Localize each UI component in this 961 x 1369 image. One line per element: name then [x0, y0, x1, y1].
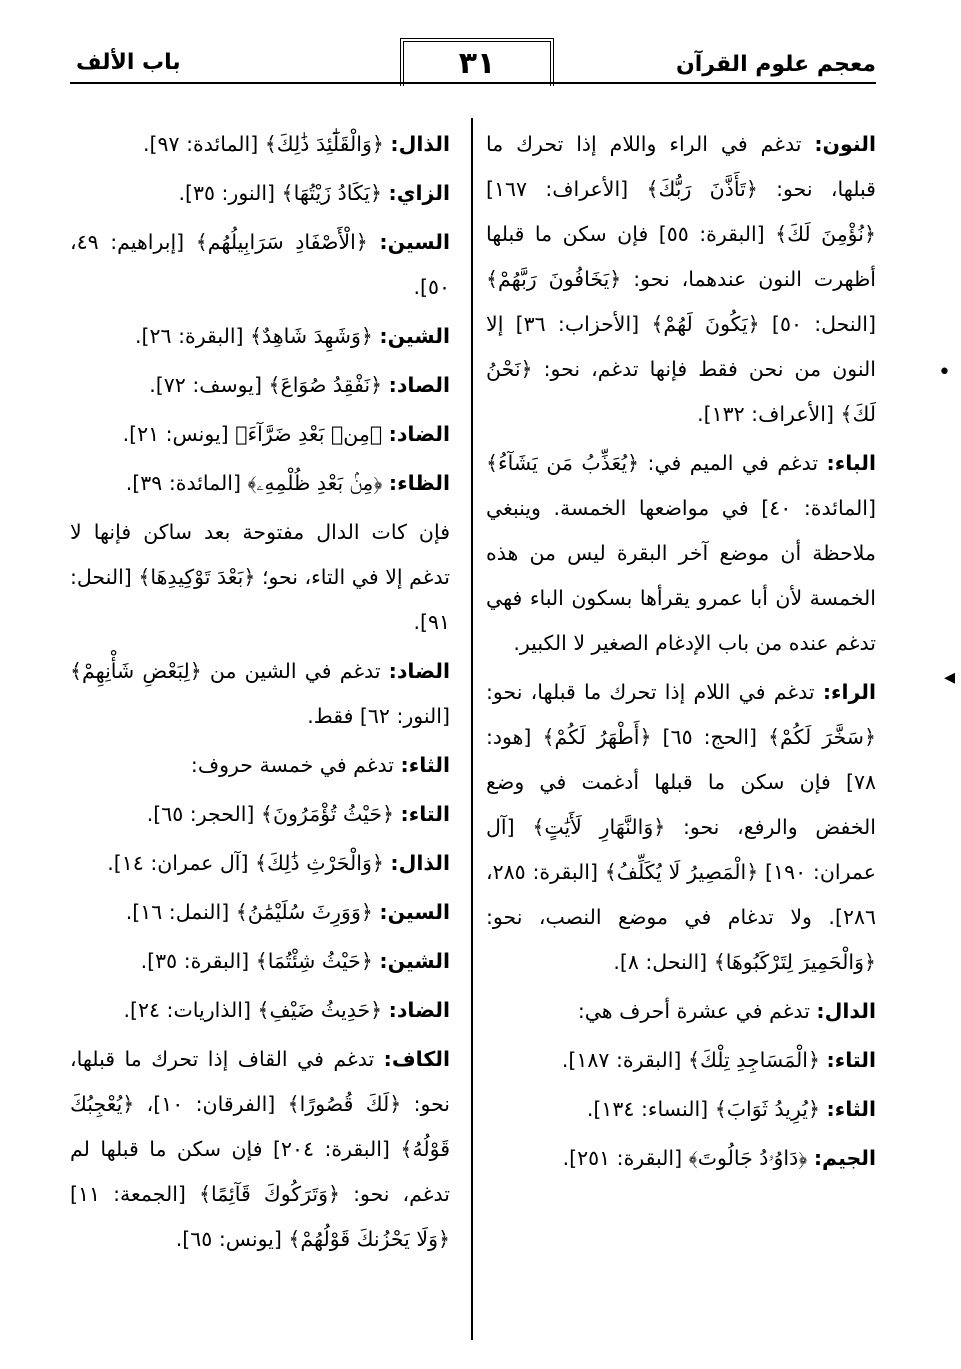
- entry-dal-ta: [486, 1038, 876, 1083]
- entry-shin: [70, 314, 450, 359]
- column-divider: [471, 118, 473, 1340]
- entry-text: ﴿نَفْقِدُ صُوَاعَ﴾ [يوسف: ٧٢].: [149, 373, 389, 397]
- entry-text: ﴿مِنۢ بَعْدِ ظُلْمِهِۦ﴾ [المائدة: ٣٩].: [125, 471, 389, 495]
- entry-label: النون:: [814, 132, 876, 156]
- entry-sad: [70, 363, 450, 408]
- entry-zay: [70, 171, 450, 216]
- entry-label: الباء:: [826, 451, 876, 475]
- entry-label: الصاد:: [388, 373, 450, 397]
- entry-text: ﴿يَكَادُ زَيْتُهَا﴾ [النور: ٣٥].: [178, 181, 389, 205]
- header-rule: [70, 82, 876, 84]
- entry-dad: [70, 412, 450, 457]
- entry-text: ﴿وَشَهِدَ شَاهِدٌ﴾ [البقرة: ٢٦].: [135, 324, 380, 348]
- entry-text: ﴿حَيْثُ شِئْتُمَا﴾ [البقرة: ٣٥].: [140, 949, 380, 973]
- entry-tha-sin: [70, 890, 450, 935]
- entry-dal-note: [70, 510, 450, 645]
- right-column: [486, 122, 876, 1185]
- chapter-title: باب الألف: [76, 50, 181, 75]
- entry-tha-dad: [70, 988, 450, 1033]
- entry-text: تدغم في الشين من ﴿لِبَعْضِ شَأْنِهِمْ﴾ [النور: ٦٢] فقط.: [70, 659, 450, 728]
- entry-text: تدغم في عشرة أحرف هي:: [577, 999, 817, 1023]
- entry-nun: [486, 122, 876, 437]
- entry-label: الراء:: [822, 680, 876, 704]
- entry-text: ﴿مِنۢ بَعْدِ ضَرَّآءَ﴾ [يونس: ٢١].: [122, 422, 389, 446]
- entry-ra: [486, 670, 876, 985]
- entry-dal: [486, 989, 876, 1034]
- margin-dot-mark: •: [938, 360, 951, 385]
- entry-label: الشين:: [379, 949, 450, 973]
- entry-za: [70, 461, 450, 506]
- entry-label: الضاد:: [388, 659, 450, 683]
- entry-label: الدال:: [816, 999, 876, 1023]
- entry-label: الذال:: [390, 132, 450, 156]
- margin-arrow-mark: ◂: [944, 665, 956, 690]
- entry-label: التاء:: [400, 802, 450, 826]
- entry-text: ﴿حَدِيثُ ضَيْفِ﴾ [الذاريات: ٢٤].: [123, 998, 389, 1022]
- entry-label: الزاي:: [388, 181, 450, 205]
- entry-tha-dhal: [70, 841, 450, 886]
- entry-tha: [70, 743, 450, 788]
- entry-text: ﴿الْأَصْفَادِ سَرَابِيلُهُم﴾ [إبراهيم: ٤٩، ٥٠].: [70, 230, 450, 299]
- entry-label: الضاد:: [388, 422, 450, 446]
- entry-dad-shin: [70, 649, 450, 739]
- entry-label: الشين:: [379, 324, 450, 348]
- entry-text: تدغم في الراء واللام إذا تحرك ما قبلها، نحو: ﴿تَأَذَّنَ رَبُّكَ﴾ [الأعراف: ١٦٧] ﴿نُؤْمِنَ لَكَ﴾ [البقرة: ٥٥] فإن سكن ما قبلها أظهرت النون عندهما، نحو: ﴿يَخَافُونَ رَبَّهُمْ﴾ [النحل: ٥٠] ﴿يَكُونَ لَهُمْ﴾ [الأحزاب: ٣٦] إلا النون من نحن فقط فإنها تدغم، نحو: ﴿نَحْنُ لَكَ﴾ [الأعراف: ١٣٢].: [486, 132, 876, 426]
- entry-dal-jim: [486, 1136, 876, 1181]
- left-column: [70, 122, 450, 1266]
- entry-label: الظاء:: [388, 471, 450, 495]
- entry-kaf: [70, 1037, 450, 1262]
- entry-label: الذال:: [390, 851, 450, 875]
- entry-sin: [70, 220, 450, 310]
- entry-text: ﴿الْمَسَاجِدِ تِلْكَ﴾ [البقرة: ١٨٧].: [561, 1048, 827, 1072]
- entry-label: الثاء:: [400, 753, 450, 777]
- entry-dal-tha: [486, 1087, 876, 1132]
- entry-label: السين:: [379, 230, 450, 254]
- entry-text: تدغم في اللام إذا تحرك ما قبلها، نحو: ﴿سَخَّرَ لَكُمْ﴾ [الحج: ٦٥] ﴿أَطْهَرُ لَكُمْ﴾ [هود: ٧٨] فإن سكن ما قبلها أدغمت في وضع الخفض والرفع، نحو: ﴿وَالنَّهَارِ لَأَيَٰتٍ﴾ [آل عمران: ١٩٠] ﴿الْمَصِيرُ لَا يُكَلِّفُ﴾ [البقرة: ٢٨٥، ٢٨٦]. ولا تدغام في موضع النصب، نحو: ﴿وَالْحَمِيرَ لِتَرْكَبُوهَا﴾ [النحل: ٨].: [486, 680, 876, 974]
- page-number: ٣١: [400, 38, 554, 86]
- entry-text: ﴿دَاوُۥدُ جَالُوتَ﴾ [البقرة: ٢٥١].: [562, 1146, 814, 1170]
- entry-text: ﴿وَالْقَلَٰٓئِدَ ذَٰلِكَ﴾ [المائدة: ٩٧].: [143, 132, 391, 156]
- entry-text: فإن كات الدال مفتوحة بعد ساكن فإنها لا تدغم إلا في التاء، نحو؛ ﴿بَعْدَ تَوْكِيدِهَا﴾ [النحل: ٩١].: [70, 520, 450, 634]
- entry-tha-shin: [70, 939, 450, 984]
- entry-text: ﴿حَيْثُ تُؤْمَرُونَ﴾ [الحجر: ٦٥].: [146, 802, 401, 826]
- entry-text: تدغم في الميم في: ﴿يُعَذِّبُ مَن يَشَآءُ﴾ [المائدة: ٤٠] في مواضعها الخمسة. وينبغي ملاحظة أن موضع آخر البقرة ليس من هذه الخمسة لأن أبا عمرو يقرأها بسكون الباء فهي تدغم عنده من باب الإدغام الصغير لا الكبير.: [486, 451, 876, 655]
- entry-text: ﴿وَوَرِثَ سُلَيْمَٰنُ﴾ [النمل: ١٦].: [125, 900, 380, 924]
- entry-label: الجيم:: [813, 1146, 876, 1170]
- book-title: معجم علوم القرآن: [675, 52, 876, 77]
- entry-tha-ta: [70, 792, 450, 837]
- entry-text: ﴿يُرِيدُ ثَوَابَ﴾ [النساء: ١٣٤].: [586, 1097, 827, 1121]
- entry-text: ﴿وَالْحَرْثِ ذَٰلِكَ﴾ [آل عمران: ١٤].: [107, 851, 391, 875]
- entry-label: السين:: [379, 900, 450, 924]
- entry-ba: [486, 441, 876, 666]
- entry-text: تدغم في القاف إذا تحرك ما قبلها، نحو: ﴿لَكَ قُصُورًا﴾ [الفرقان: ١٠]، ﴿يُعْجِبُكَ قَوْلُهُ﴾ [البقرة: ٢٠٤] فإن سكن ما قبلها لم تدغم، نحو: ﴿وَتَرَكُوكَ قَآئِمًا﴾ [الجمعة: ١١] ﴿وَلَا يَحْزُنكَ قَوْلُهُمْ﴾ [يونس: ٦٥].: [70, 1047, 451, 1251]
- entry-label: الثاء:: [826, 1097, 876, 1121]
- entry-label: التاء:: [826, 1048, 876, 1072]
- entry-label: الكاف:: [383, 1047, 450, 1071]
- entry-dhal: [70, 122, 450, 167]
- page-header: [70, 30, 876, 92]
- entry-label: الضاد:: [388, 998, 450, 1022]
- entry-text: تدغم في خمسة حروف:: [190, 753, 401, 777]
